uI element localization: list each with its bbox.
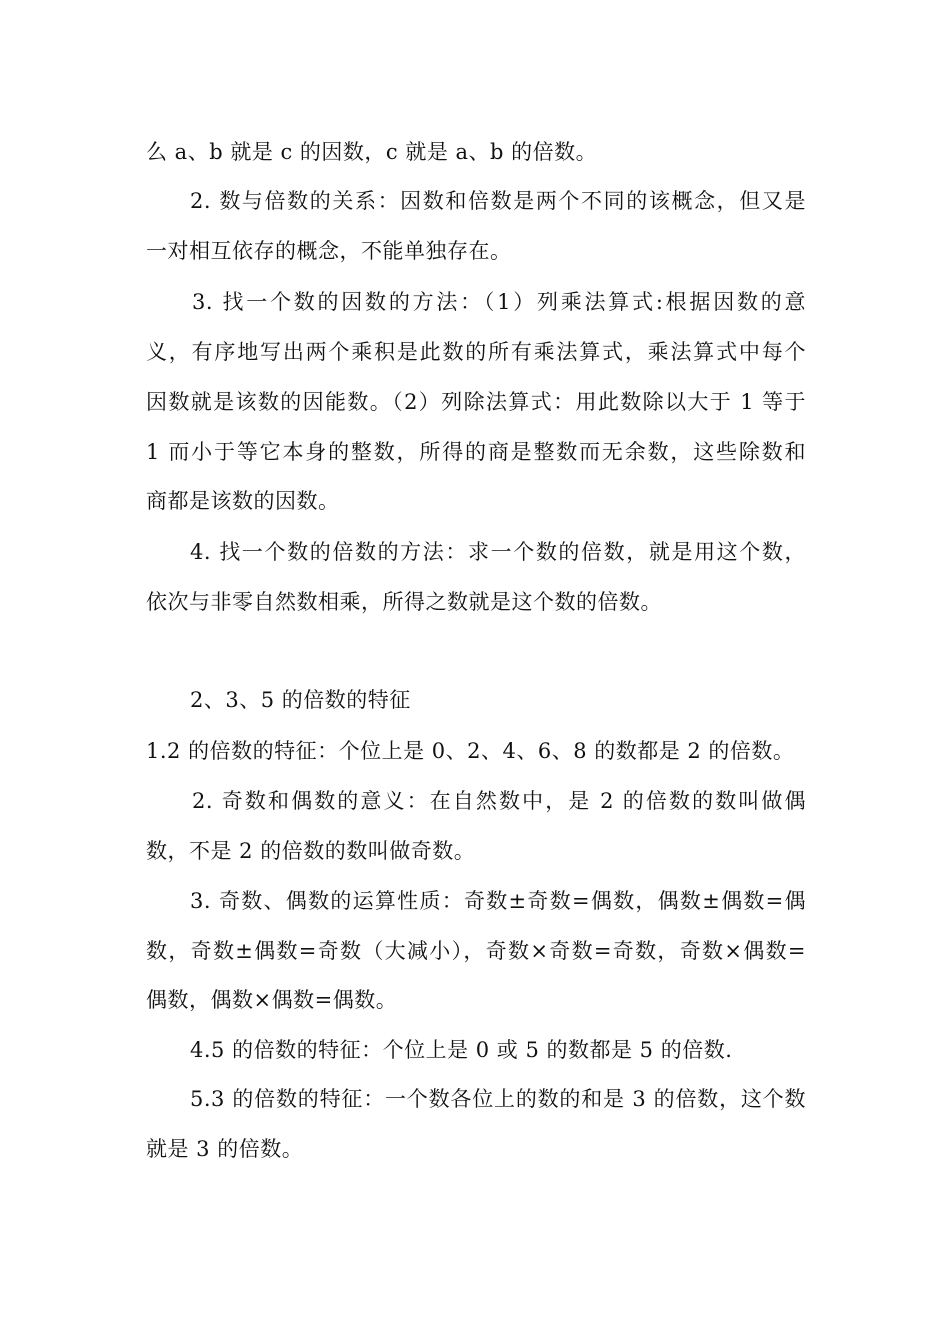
text-line: 4.5 的倍数的特征：个位上是 0 或 5 的数都是 5 的倍数. <box>190 1038 733 1062</box>
text-line: 3. 奇数、偶数的运算性质：奇数±奇数=偶数，偶数±偶数=偶 <box>190 889 806 913</box>
section-heading: 2、3、5 的倍数的特征 <box>190 688 411 712</box>
text-line: 依次与非零自然数相乘，所得之数就是这个数的倍数。 <box>146 590 662 614</box>
text-line: 因数就是该数的因能数。（2）列除法算式：用此数除以大于 1 等于 <box>146 390 806 414</box>
text-line: 偶数，偶数×偶数=偶数。 <box>146 988 398 1012</box>
text-line: 数，不是 2 的倍数的数叫做奇数。 <box>146 839 476 863</box>
text-line: 3. 找一个数的因数的方法：（1）列乘法算式:根据因数的意 <box>192 290 806 314</box>
text-line: 商都是该数的因数。 <box>146 489 340 513</box>
text-line: 数，奇数±偶数=奇数（大减小），奇数×奇数=奇数，奇数×偶数= <box>146 939 806 963</box>
text-line: 义，有序地写出两个乘积是此数的所有乘法算式，乘法算式中每个 <box>146 340 806 364</box>
text-line: 4. 找一个数的倍数的方法：求一个数的倍数，就是用这个数， <box>190 540 806 564</box>
text-line: 1 而小于等它本身的整数，所得的商是整数而无余数，这些除数和 <box>146 440 806 464</box>
text-line: 就是 3 的倍数。 <box>146 1137 304 1161</box>
text-line: 一对相互依存的概念，不能单独存在。 <box>146 239 512 263</box>
text-line: 2. 数与倍数的关系：因数和倍数是两个不同的该概念，但又是 <box>190 189 806 213</box>
text-line: 5.3 的倍数的特征：一个数各位上的数的和是 3 的倍数，这个数 <box>190 1087 806 1111</box>
text-line: 么 a、b 就是 c 的因数，c 就是 a、b 的倍数。 <box>146 140 598 164</box>
text-line: 2. 奇数和偶数的意义：在自然数中，是 2 的倍数的数叫做偶 <box>192 789 806 813</box>
text-line: 1.2 的倍数的特征：个位上是 0、2、4、6、8 的数都是 2 的倍数。 <box>146 739 795 763</box>
